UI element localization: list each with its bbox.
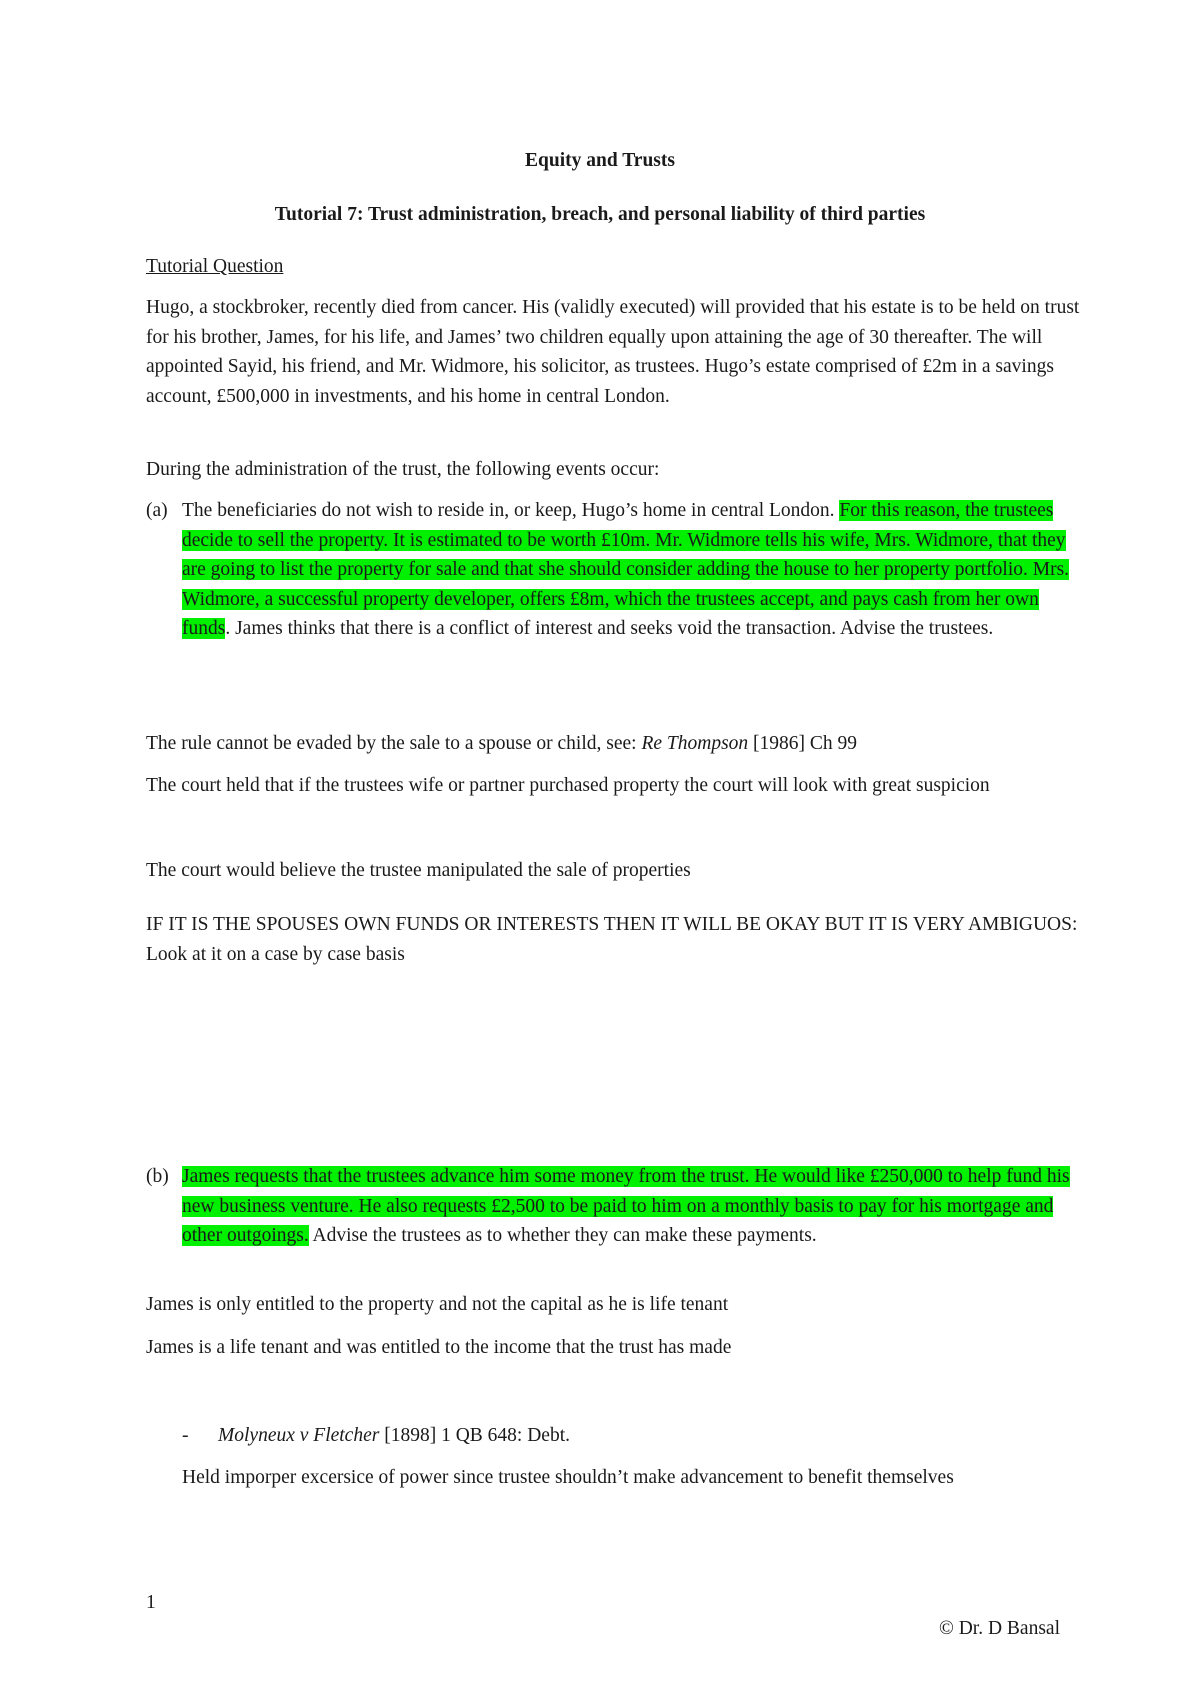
question-a-highlight: For this reason, the trustees decide to sell the property. It is estimated to be worth £10m. Mr. Widmore tells his wife, Mrs. Widmore, that they are going to list the property for sale and that she should consider adding the house to her property portfolio. Mrs. Widmore, a successful property developer, offers £8m, which the trustees accept, and pays cash from her own funds (182, 500, 1070, 639)
question-a-text (182, 496, 1087, 644)
copyright: © Dr. D Bansal (939, 1618, 1060, 1639)
question-b-text (182, 1162, 1087, 1251)
document-subtitle: Tutorial 7: Trust administration, breach, and personal liability of third parties (274, 204, 926, 225)
page-number: 1 (146, 1592, 156, 1613)
document-title: Equity and Trusts (525, 150, 675, 171)
section-heading (146, 252, 1086, 282)
events-lead: During the administration of the trust, the following events occur: (146, 459, 660, 480)
note-b-2: James is a life tenant and was entitled to the income that the trust has made (146, 1337, 732, 1358)
question-a-plain-start: The beneficiaries do not wish to reside in, or keep, Hugo’s home in central London. (182, 500, 840, 521)
case-molyneux-citation: [1898] 1 QB 648: Debt. (379, 1425, 570, 1446)
case-re-thompson-citation: [1986] Ch 99 (748, 733, 858, 754)
question-a-plain-end: . James thinks that there is a conflict of interest and seeks void the transaction. Advise the trustees. (225, 618, 994, 639)
note-a-3: IF IT IS THE SPOUSES OWN FUNDS OR INTERESTS THEN IT WILL BE OKAY BUT IT IS VERY AMBIGUOS: Look at it on a case by case basis (146, 914, 1078, 965)
case-molyneux-name: Molyneux v Fletcher (218, 1425, 380, 1446)
list-bullet: - (182, 1425, 189, 1446)
question-b-label: (b) (146, 1166, 169, 1187)
note-a-1: The court held that if the trustees wife or partner purchased property the court will look with great suspicion (146, 775, 990, 796)
note-a-rule (146, 729, 1086, 759)
case-re-thompson: Re Thompson (641, 733, 749, 754)
note-b-1: James is only entitled to the property and not the capital as he is life tenant (146, 1294, 729, 1315)
note-a-rule-text: The rule cannot be evaded by the sale to a spouse or child, see: (146, 733, 642, 754)
question-b-plain-end: Advise the trustees as to whether they can make these payments. (308, 1225, 817, 1246)
question-a-label: (a) (146, 500, 168, 521)
intro-paragraph: Hugo, a stockbroker, recently died from cancer. His (validly executed) will provided that his estate is to be held on trust for his brother, James, for his life, and James’ two children equally upon attaining the age of 30 thereafter. The will appointed Sayid, his friend, and Mr. Widmore, his solicitor, as trustees. Hugo’s estate comprised of £2m in a savings account, £500,000 in investments, and his home in central London. (146, 297, 1080, 407)
note-a-2: The court would believe the trustee manipulated the sale of properties (146, 860, 691, 881)
section-heading-text: Tutorial Question (146, 256, 284, 277)
held-note: Held imporper excersice of power since trustee shouldn’t make advancement to benefit themselves (182, 1467, 954, 1488)
question-b-highlight: James requests that the trustees advance him some money from the trust. He would like £250,000 to help fund his new business venture. He also requests £2,500 to be paid to him on a monthly basis to pay for his mortgage and other outgoings. (182, 1166, 1070, 1246)
case-molyneux (218, 1421, 1088, 1451)
